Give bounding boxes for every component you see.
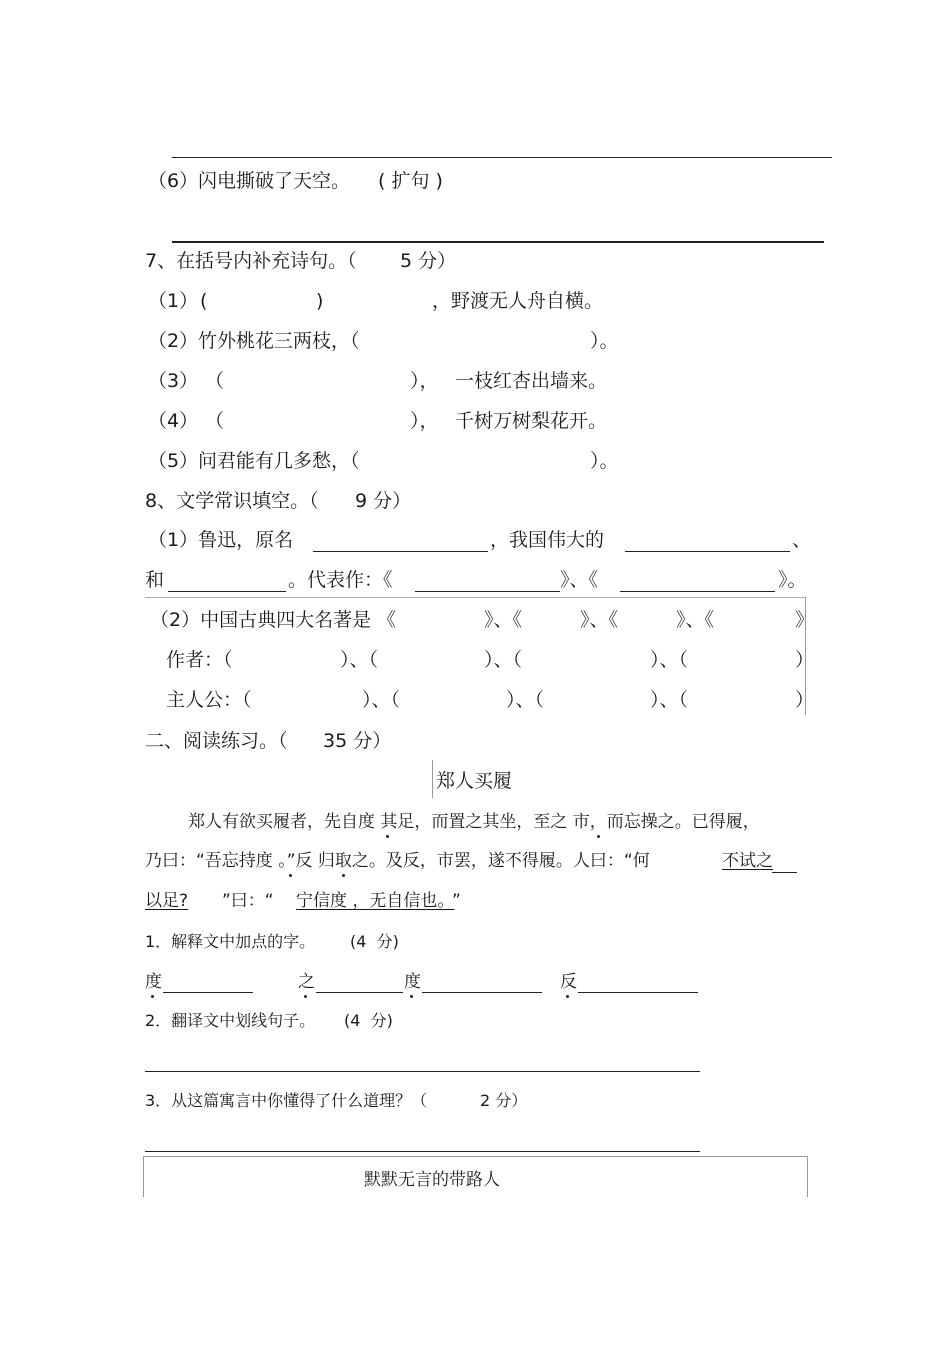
blank-great-title-2[interactable] xyxy=(168,591,286,592)
q7-item4-close: ）， xyxy=(410,410,439,432)
q7-item3-num: （3） xyxy=(148,370,199,392)
blank-work-2[interactable] xyxy=(620,591,775,592)
dot-word-zhi xyxy=(304,995,307,998)
dot-word-du-2 xyxy=(410,995,413,998)
dot-du-1 xyxy=(386,835,389,838)
story-underlined-1: 不试之 xyxy=(722,851,773,871)
word-du-2: 度 xyxy=(404,972,421,992)
q7-item3-close: ）， xyxy=(410,370,439,392)
q7-title: 7、在括号内补充诗句。（ xyxy=(145,250,357,272)
dot-word-du-1 xyxy=(151,995,154,998)
word-fan: 反 xyxy=(560,972,577,992)
q7-item2-text: 竹外桃花三两枝，（ xyxy=(198,330,360,352)
question-2-score: (4 分) xyxy=(344,1011,393,1030)
q7-item3-text: 一枝红杏出墙来。 xyxy=(455,370,608,392)
heroes-sep-3: ）、（ xyxy=(650,689,689,711)
authors-sep-1: ）、（ xyxy=(340,649,379,671)
q7-item1-text: ，野渡无人舟自横。 xyxy=(432,290,604,312)
question-3: 3．从这篇寓言中你懂得了什么道理？（ xyxy=(145,1091,428,1110)
dot-fan xyxy=(342,874,345,877)
q8-line2-c: 》、《 xyxy=(560,569,599,591)
q6-num: （6） xyxy=(148,170,199,192)
q7-item1-open: ( xyxy=(200,290,208,312)
dot-du-2 xyxy=(289,874,292,877)
q7-item1-num: （1） xyxy=(148,290,199,312)
q8-line3-e: 》 xyxy=(795,609,815,631)
q7-item1-close: ) xyxy=(316,290,324,312)
q8-line3-b: 》、《 xyxy=(484,609,523,631)
heroes-sep-2: ）、（ xyxy=(506,689,545,711)
story-title: 郑人买履 xyxy=(436,770,513,792)
story-underlined-3: 宁信度 ，无自信也。 xyxy=(296,891,455,911)
q7-item5-num: （5） xyxy=(148,450,199,472)
q8-line2-a: 和 xyxy=(145,569,165,591)
q8-title: 8、文学常识填空。（ xyxy=(145,490,319,512)
q8-line1-b: ，我国伟大的 xyxy=(490,529,605,551)
q8-line3-c: 》、《 xyxy=(580,609,619,631)
reading-score: 35 分） xyxy=(323,730,392,752)
story-paragraph-3b: ”曰：“ xyxy=(222,891,274,911)
heroes-end: ） xyxy=(795,689,815,711)
answer-line-top xyxy=(172,157,832,158)
blank-original-name[interactable] xyxy=(313,551,488,552)
q7-item4-open: （ xyxy=(205,410,225,432)
answer-line-q6 xyxy=(172,241,824,243)
q6-text: 闪电撕破了天空。 xyxy=(198,170,351,192)
question-2: 2．翻译文中划线句子。 xyxy=(145,1011,316,1030)
answer-line-q3[interactable] xyxy=(145,1151,700,1152)
dot-zhi-1 xyxy=(597,835,600,838)
q8-line3-d: 》、《 xyxy=(676,609,715,631)
blank-zhi[interactable] xyxy=(316,992,403,993)
q8-line1-a: （1）鲁迅，原名 xyxy=(148,529,294,551)
story-paragraph-2a: 乃曰：“吾忘持度 。”反 归取之。及反，市罢，遂不得履。人曰：“何 xyxy=(145,851,650,871)
question-1: 1．解释文中加点的字。 xyxy=(145,932,316,951)
authors-sep-3: ）、（ xyxy=(650,649,689,671)
authors-label: 作者：（ xyxy=(166,649,233,671)
q7-item4-num: （4） xyxy=(148,410,199,432)
q7-score: 5 分） xyxy=(400,250,457,272)
q7-item5-text: 问君能有几多愁，（ xyxy=(198,450,360,472)
story-underlined-2: 以足? xyxy=(145,891,189,911)
q7-item2-num: （2） xyxy=(148,330,199,352)
authors-sep-2: ）、（ xyxy=(484,649,523,671)
next-passage-title: 默默无言的带路人 xyxy=(364,1170,500,1190)
question-3-score: 2 分） xyxy=(480,1091,528,1110)
blank-great-title-1[interactable] xyxy=(625,551,790,552)
heroes-label: 主人公：（ xyxy=(166,689,252,711)
q8-line2-d: 》。 xyxy=(778,569,807,591)
reading-heading: 二、阅读练习。（ xyxy=(145,730,288,752)
blank-fan[interactable] xyxy=(578,992,698,993)
classics-box-top xyxy=(145,597,805,598)
story-paragraph-1: 郑人有欲买履者，先自度 其足，而置之其坐，至之 市，而忘操之。已得履， xyxy=(188,812,760,832)
q7-item2-close: ）。 xyxy=(590,330,619,352)
answer-line-q2[interactable] xyxy=(145,1071,700,1072)
q7-item4-text: 千树万树梨花开。 xyxy=(455,410,608,432)
q8-line3-a: （2）中国古典四大名著是 《 xyxy=(150,609,397,631)
q8-line1-c: 、 xyxy=(792,529,812,551)
q7-item3-open: （ xyxy=(205,370,225,392)
blank-du-1[interactable] xyxy=(163,992,253,993)
word-du-1: 度 xyxy=(145,972,162,992)
question-1-score: (4 分) xyxy=(350,932,399,951)
title-marker xyxy=(432,760,433,798)
underline-ext-1 xyxy=(772,872,797,873)
blank-work-1[interactable] xyxy=(415,591,560,592)
blank-du-2[interactable] xyxy=(422,992,542,993)
word-zhi: 之 xyxy=(298,972,315,992)
authors-end: ） xyxy=(795,649,815,671)
dot-word-fan xyxy=(566,995,569,998)
story-paragraph-3d: ” xyxy=(452,891,461,911)
heroes-sep-1: ）、（ xyxy=(362,689,401,711)
q8-line2-b: 。代表作：《 xyxy=(288,569,393,591)
q8-score: 9 分） xyxy=(355,490,412,512)
q6-tag: ( 扩句 ) xyxy=(378,170,443,192)
q7-item5-close: ）。 xyxy=(590,450,619,472)
